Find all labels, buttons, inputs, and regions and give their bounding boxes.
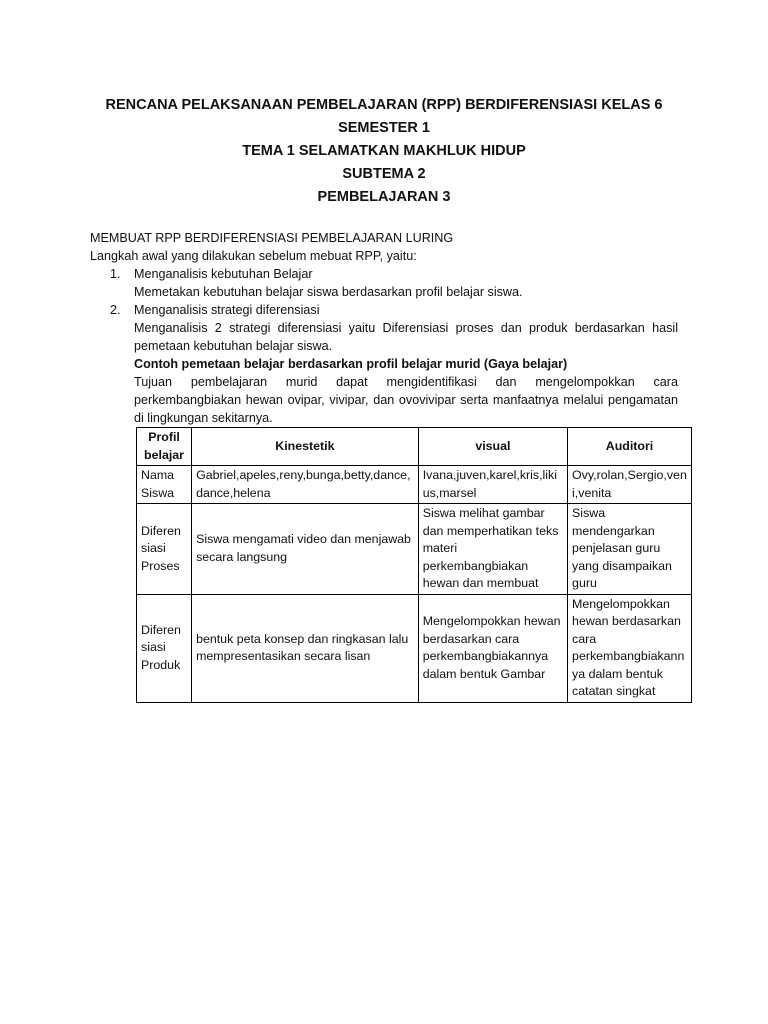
- document-body: [90, 229, 687, 703]
- steps-list: [90, 265, 678, 427]
- intro-heading: MEMBUAT RPP BERDIFERENSIASI PEMBELAJARAN LURING: [90, 231, 454, 245]
- table-row: [137, 504, 692, 595]
- table-header: visual: [418, 428, 567, 466]
- table-cell: Siswa mendengarkan penjelasan guru yang disampaikan guru: [568, 504, 692, 595]
- step-item-1: [90, 265, 678, 301]
- row-label: Diferensiasi Proses: [137, 504, 192, 595]
- title-line-3: TEMA 1 SELAMATKAN MAKHLUK HIDUP: [242, 143, 526, 159]
- table-cell: Ivana,juven,karel,kris,likius,marsel: [418, 466, 567, 504]
- table-cell: Gabriel,apeles,reny,bunga,betty,dance,dance,helena: [192, 466, 419, 504]
- step-label: Menganalisis strategi diferensiasi: [134, 303, 320, 317]
- table-cell: Siswa melihat gambar dan memperhatikan teks materi perkembangbiakan hewan dan membuat: [418, 504, 567, 595]
- example-heading: Contoh pemetaan belajar berdasarkan profil belajar murid (Gaya belajar): [134, 357, 568, 371]
- step-description-line: pemetaan kebutuhan belajar siswa.: [134, 339, 333, 353]
- table-cell: bentuk peta konsep dan ringkasan lalu mempresentasikan secara lisan: [192, 594, 419, 702]
- table-row: [137, 466, 692, 504]
- goal-line: Tujuan pembelajaran murid dapat mengidentifikasi dan mengelompokkan cara: [134, 375, 678, 389]
- intro-lead: Langkah awal yang dilakukan sebelum mebuat RPP, yaitu:: [90, 249, 417, 263]
- document-title: [90, 94, 678, 209]
- step-description-line: Menganalisis 2 strategi diferensiasi yaitu Diferensiasi proses dan produk berdasarkan hasil: [134, 321, 678, 335]
- table-cell: Mengelompokkan hewan berdasarkan cara perkembangbiakannya dalam bentuk Gambar: [418, 594, 567, 702]
- table-header-row: [137, 428, 692, 466]
- table-cell: Ovy,rolan,Sergio,veni,venita: [568, 466, 692, 504]
- title-line-5: PEMBELAJARAN 3: [317, 189, 451, 205]
- step-number: 2.: [110, 303, 121, 317]
- title-line-4: SUBTEMA 2: [342, 166, 426, 182]
- goal-line: di lingkungan sekitarnya.: [134, 411, 273, 425]
- step-description: Memetakan kebutuhan belajar siswa berdasarkan profil belajar siswa.: [134, 285, 523, 299]
- learning-profile-table: [136, 427, 692, 703]
- table-cell: Mengelompokkan hewan berdasarkan cara perkembangbiakannya dalam bentuk catatan singkat: [568, 594, 692, 702]
- goal-line: perkembangbiakan hewan ovipar, vivipar, dan ovovivipar serta manfaatnya melalui pengamatan: [134, 393, 678, 407]
- table-header: Profil belajar: [137, 428, 192, 466]
- row-label: Diferensiasi Produk: [137, 594, 192, 702]
- step-item-2: [90, 301, 678, 427]
- title-line-2: SEMESTER 1: [338, 120, 430, 136]
- table-row: [137, 594, 692, 702]
- table-header: Auditori: [568, 428, 692, 466]
- step-label: Menganalisis kebutuhan Belajar: [134, 267, 313, 281]
- title-line-1: RENCANA PELAKSANAAN PEMBELAJARAN (RPP) BERDIFERENSIASI KELAS 6: [105, 97, 663, 113]
- row-label: Nama Siswa: [137, 466, 192, 504]
- step-number: 1.: [110, 267, 121, 281]
- table-header: Kinestetik: [192, 428, 419, 466]
- table-cell: Siswa mengamati video dan menjawab secara langsung: [192, 504, 419, 595]
